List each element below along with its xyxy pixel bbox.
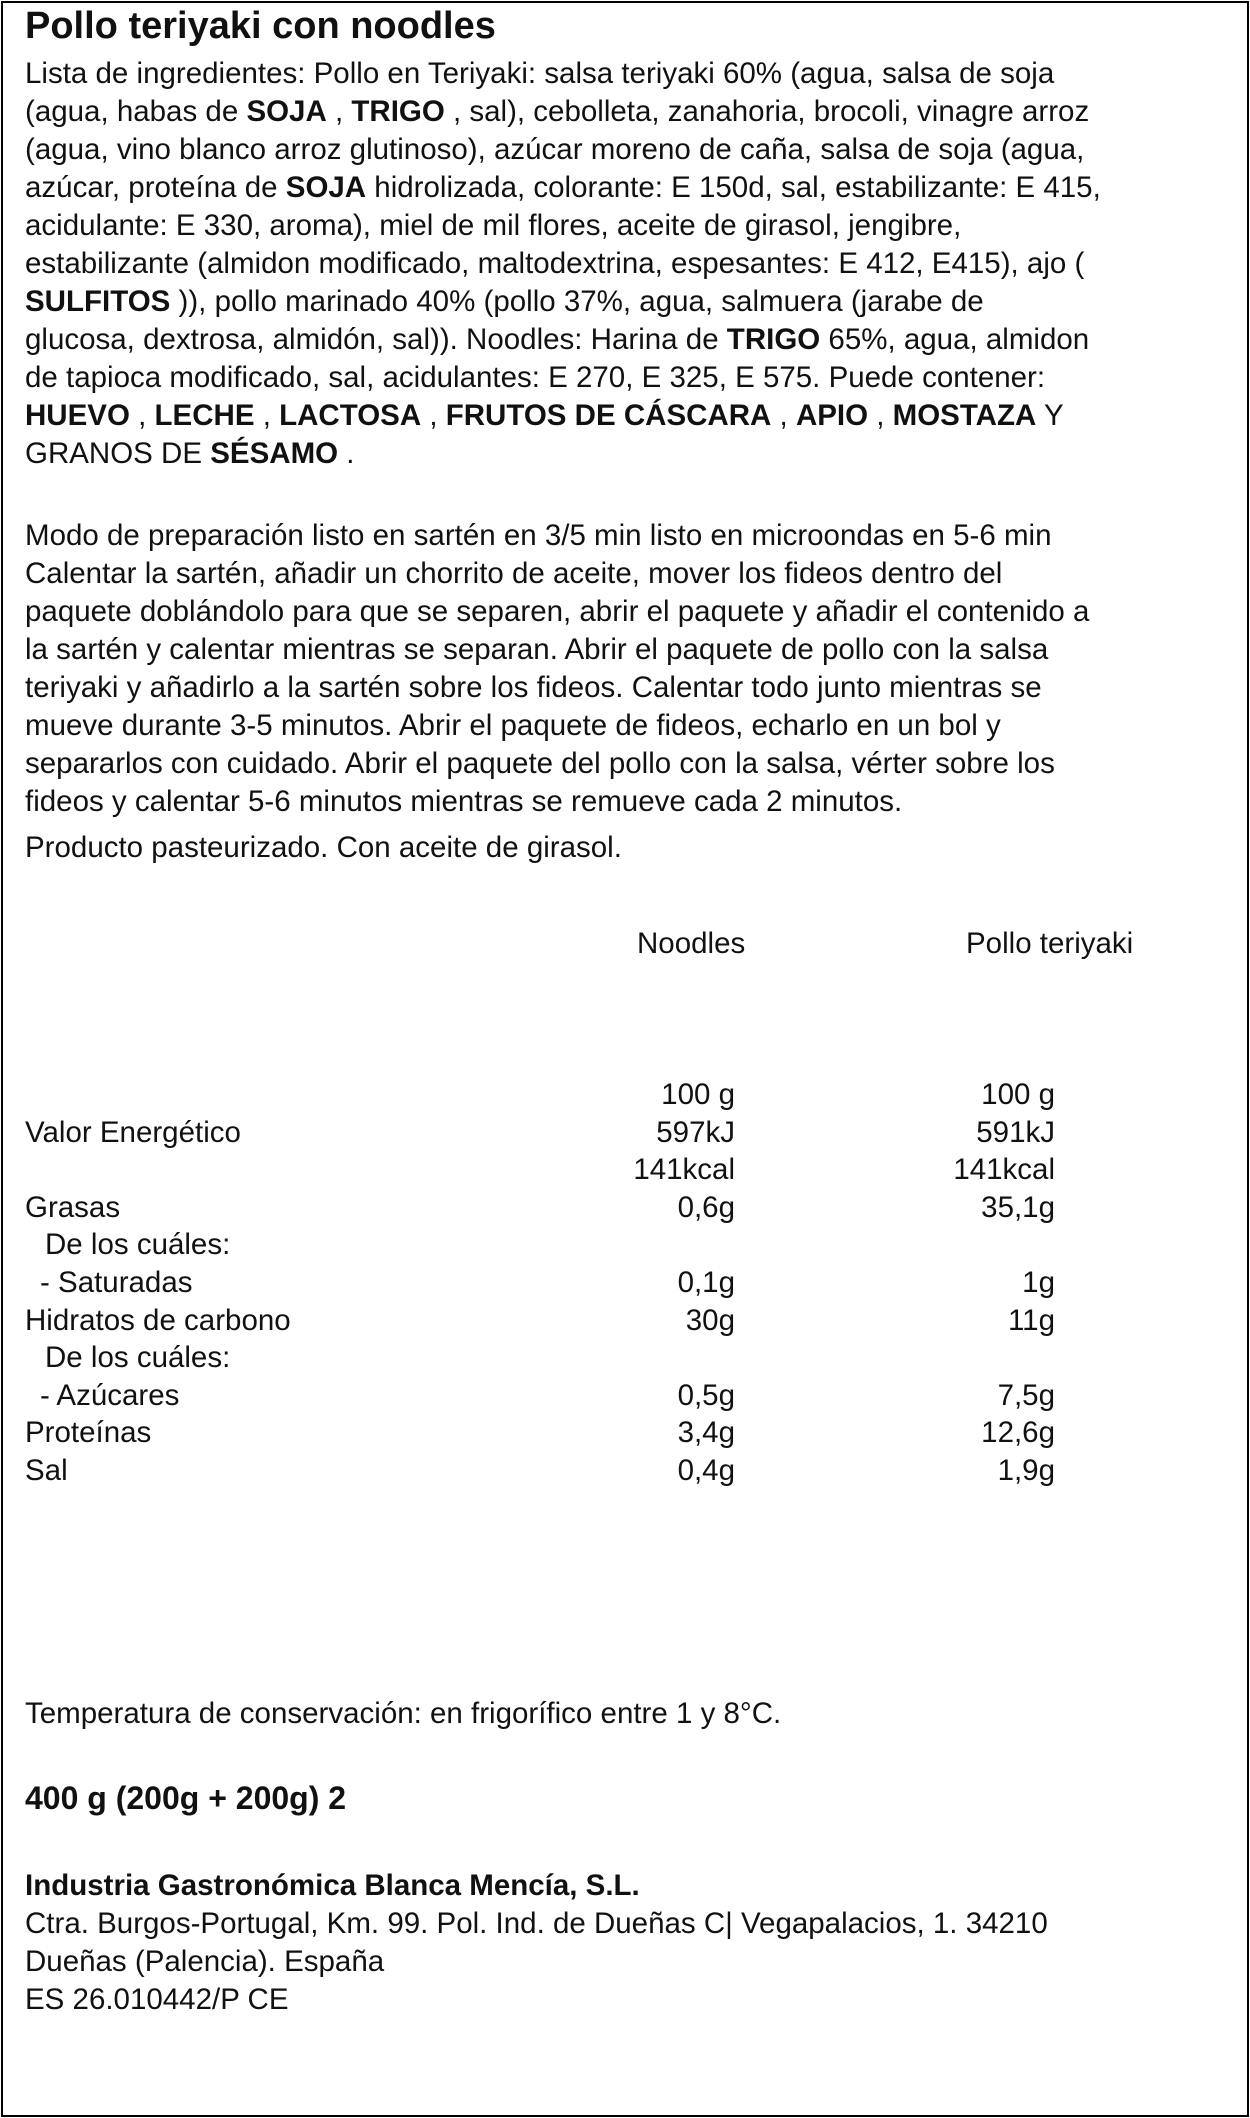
ingredients-line (25, 245, 1230, 283)
allergen-text: SULFITOS (25, 285, 171, 318)
nutrition-value-pollo: 11g (1007, 1303, 1055, 1337)
nutrition-header-noodles: Noodles (637, 927, 746, 960)
nutrition-label: - Saturadas (40, 1266, 193, 1299)
text-segment: 65%, agua, almidon (820, 323, 1090, 356)
nutrition-value-pollo: 1g (1022, 1266, 1055, 1299)
preparation-line (25, 745, 1230, 783)
allergen-text: LECHE (154, 399, 255, 432)
nutrition-value-pollo: 100 g (981, 1078, 1055, 1111)
ingredients-line (25, 435, 1230, 473)
text-segment: acidulante: E 330, aroma), miel de mil flores, aceite de girasol, jengibre, (25, 209, 962, 242)
text-segment: Y (1036, 399, 1064, 432)
text-segment: la sartén y calentar mientras se separan. Abrir el paquete de pollo con la salsa (25, 633, 1049, 666)
nutrition-value-noodles: 0,1g (677, 1266, 735, 1299)
ingredients-line (25, 131, 1230, 169)
text-segment: paquete doblándolo para que se separen, abrir el paquete y añadir el contenido a (25, 595, 1090, 628)
allergen-text: FRUTOS DE CÁSCARA (445, 399, 772, 432)
nutrition-value-pollo: 1,9g (997, 1454, 1055, 1487)
product-note: Producto pasteurizado. Con aceite de girasol. (25, 831, 622, 864)
allergen-text: TRIGO (726, 323, 821, 356)
nutrition-value-pollo: 7,5g (997, 1378, 1055, 1412)
allergen-text: APIO (795, 399, 869, 432)
text-segment: , (868, 399, 893, 432)
allergen-text: SOJA (246, 95, 327, 128)
nutrition-label: De los cuáles: (45, 1341, 231, 1375)
text-segment: Calentar la sartén, añadir un chorrito de aceite, mover los fideos dentro del (25, 557, 1003, 590)
nutrition-row (0, 1452, 1250, 1490)
nutrition-label: Sal (25, 1454, 68, 1487)
text-segment: teriyaki y añadirlo a la sartén sobre los fideos. Calentar todo junto mientras se (25, 671, 1042, 704)
nutrition-label: De los cuáles: (45, 1228, 231, 1262)
nutrition-row (0, 1076, 1250, 1114)
nutrition-row (0, 1226, 1250, 1264)
text-segment: azúcar, proteína de (25, 171, 286, 204)
nutrition-row (0, 1151, 1250, 1189)
nutrition-value-pollo: 12,6g (981, 1416, 1055, 1450)
allergen-text: MOSTAZA (892, 399, 1037, 432)
nutrition-row (0, 1339, 1250, 1377)
preparation-line (25, 783, 1230, 821)
manufacturer-address-line1: Ctra. Burgos-Portugal, Km. 99. Pol. Ind. de Dueñas C| Vegapalacios, 1. 34210 (25, 1907, 1048, 1940)
text-segment: GRANOS DE (25, 437, 211, 470)
ingredients-line (25, 169, 1230, 207)
text-segment: Lista de ingredientes: Pollo en Teriyaki: salsa teriyaki 60% (agua, salsa de soja (25, 57, 1055, 90)
manufacturer-address-line2: Dueñas (Palencia). España (25, 1945, 385, 1978)
nutrition-value-noodles: 100 g (661, 1078, 735, 1111)
text-segment: Modo de preparación listo en sartén en 3/5 min listo en microondas en 5-6 min (25, 519, 1052, 552)
text-segment: de tapioca modificado, sal, acidulantes: E 270, E 325, E 575. Puede contener: (25, 361, 1046, 394)
ingredients-line (25, 321, 1230, 359)
allergen-text: SÉSAMO (210, 437, 339, 470)
text-segment: hidrolizada, colorante: E 150d, sal, estabilizante: E 415, (366, 171, 1101, 204)
ingredients-line (25, 93, 1230, 131)
text-segment: , (254, 399, 280, 432)
nutrition-value-noodles: 0,5g (677, 1378, 735, 1412)
nutrition-value-pollo: 35,1g (981, 1190, 1055, 1224)
allergen-text: LACTOSA (279, 399, 422, 432)
ingredients-line (25, 55, 1230, 93)
text-segment: glucosa, dextrosa, almidón, sal)). Noodles: Harina de (25, 323, 727, 356)
ingredients-line (25, 283, 1230, 321)
nutrition-row (0, 1302, 1250, 1340)
text-segment: mueve durante 3-5 minutos. Abrir el paquete de fideos, echarlo en un bol y (25, 709, 1001, 742)
allergen-text: HUEVO (25, 399, 130, 432)
text-segment: , sal), cebolleta, zanahoria, brocoli, vinagre arroz (444, 95, 1090, 128)
registry-number: ES 26.010442/P CE (25, 1983, 289, 2016)
text-segment: separarlos con cuidado. Abrir el paquete del pollo con la salsa, vérter sobre los (25, 747, 1055, 780)
nutrition-row (0, 1189, 1250, 1227)
nutrition-value-noodles: 0,6g (677, 1190, 735, 1224)
text-segment: )), pollo marinado 40% (pollo 37%, agua, salmuera (jarabe de (170, 285, 984, 318)
nutrition-row (0, 1414, 1250, 1452)
text-segment: (agua, vino blanco arroz glutinoso), azúcar moreno de caña, salsa de soja (agua, (25, 133, 1085, 166)
nutrition-value-pollo: 141kcal (953, 1153, 1055, 1187)
preparation-line (25, 593, 1230, 631)
nutrition-value-noodles: 141kcal (633, 1153, 735, 1187)
storage-temperature: Temperatura de conservación: en frigorífico entre 1 y 8°C. (25, 1697, 782, 1730)
text-segment: , (421, 399, 446, 432)
nutrition-row (0, 1114, 1250, 1152)
preparation-line (25, 517, 1230, 555)
manufacturer-name: Industria Gastronómica Blanca Mencía, S.L. (25, 1869, 640, 1902)
net-weight: 400 g (200g + 200g) 2 (25, 1780, 347, 1816)
allergen-text: SOJA (285, 171, 367, 204)
preparation-line (25, 707, 1230, 745)
text-segment: , (771, 399, 796, 432)
nutrition-value-pollo: 591kJ (976, 1115, 1055, 1149)
text-segment: (agua, habas de (25, 95, 247, 128)
text-segment: fideos y calentar 5-6 minutos mientras se remueve cada 2 minutos. (25, 785, 903, 818)
nutrition-label: - Azúcares (40, 1378, 180, 1412)
nutrition-label: Grasas (25, 1190, 121, 1224)
text-segment: . (338, 437, 355, 470)
nutrition-value-noodles: 30g (685, 1303, 735, 1337)
nutrition-label: Valor Energético (25, 1115, 241, 1149)
nutrition-value-noodles: 597kJ (656, 1115, 735, 1149)
allergen-text: TRIGO (351, 95, 445, 128)
nutrition-row (0, 1264, 1250, 1302)
nutrition-value-noodles: 3,4g (677, 1416, 735, 1450)
ingredients-line (25, 397, 1230, 435)
ingredients-line (25, 359, 1230, 397)
preparation-line (25, 631, 1230, 669)
nutrition-label: Proteínas (25, 1416, 152, 1450)
text-segment: estabilizante (almidon modificado, maltodextrina, espesantes: E 412, E415), ajo ( (25, 247, 1085, 280)
text-segment: , (326, 95, 352, 128)
preparation-line (25, 669, 1230, 707)
product-title: Pollo teriyaki con noodles (25, 5, 496, 47)
text-segment: , (129, 399, 155, 432)
ingredients-line (25, 207, 1230, 245)
preparation-line (25, 555, 1230, 593)
nutrition-header-pollo: Pollo teriyaki (966, 927, 1134, 960)
nutrition-value-noodles: 0,4g (677, 1454, 735, 1487)
ingredients-list (25, 55, 1230, 473)
preparation-instructions (25, 517, 1230, 821)
nutrition-row (0, 1377, 1250, 1415)
nutrition-label: Hidratos de carbono (25, 1303, 291, 1337)
